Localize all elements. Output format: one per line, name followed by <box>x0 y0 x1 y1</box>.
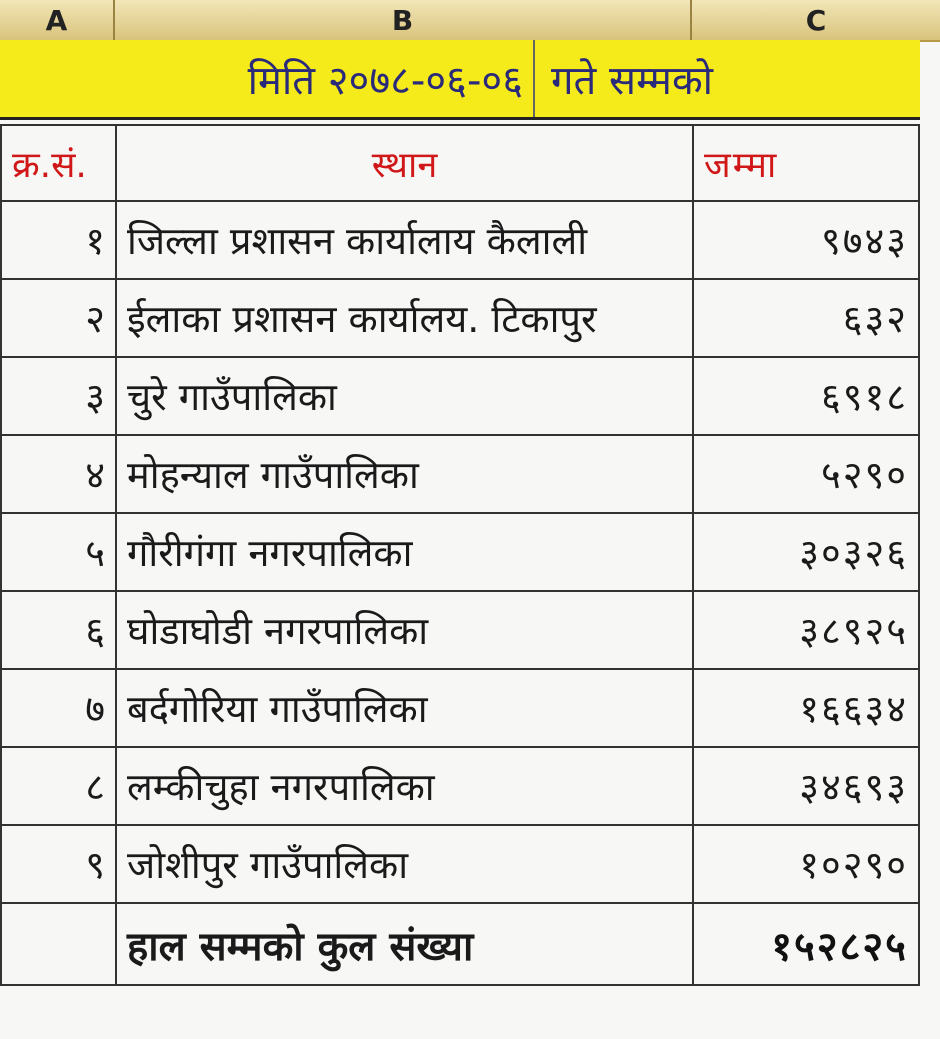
place-cell[interactable]: मोहन्याल गाउँपालिका <box>116 435 693 513</box>
serial-cell[interactable]: १ <box>1 201 116 279</box>
total-cell[interactable]: ९७४३ <box>693 201 919 279</box>
header-total-cell[interactable]: जम्मा <box>693 125 919 201</box>
place-cell[interactable]: बर्दगोरिया गाउँपालिका <box>116 669 693 747</box>
table-row <box>1 435 919 513</box>
place-cell[interactable]: ईलाका प्रशासन कार्यालय. टिकापुर <box>116 279 693 357</box>
grand-total-label-cell[interactable]: हाल सम्मको कुल संख्या <box>116 903 693 985</box>
table-header-row <box>1 125 919 201</box>
total-cell[interactable]: ३८९२५ <box>693 591 919 669</box>
header-serial-cell[interactable]: क्र.सं. <box>1 125 116 201</box>
grand-total-value-cell[interactable]: १५२८२५ <box>693 903 919 985</box>
table-row <box>1 669 919 747</box>
grand-total-row <box>1 903 919 985</box>
table-row <box>1 747 919 825</box>
place-cell[interactable]: जोशीपुर गाउँपालिका <box>116 825 693 903</box>
serial-cell[interactable]: ३ <box>1 357 116 435</box>
table-row <box>1 513 919 591</box>
serial-cell[interactable]: ९ <box>1 825 116 903</box>
serial-cell[interactable]: ७ <box>1 669 116 747</box>
place-cell[interactable]: घोडाघोडी नगरपालिका <box>116 591 693 669</box>
title-date-cell[interactable]: मिति २०७८-०६-०६ <box>0 40 535 117</box>
column-header-a[interactable]: A <box>0 0 115 40</box>
place-cell[interactable]: चुरे गाउँपालिका <box>116 357 693 435</box>
total-cell[interactable]: १०२९० <box>693 825 919 903</box>
total-cell[interactable]: १६६३४ <box>693 669 919 747</box>
place-cell[interactable]: गौरीगंगा नगरपालिका <box>116 513 693 591</box>
place-cell[interactable]: लम्कीचुहा नगरपालिका <box>116 747 693 825</box>
column-header-b[interactable]: B <box>115 0 692 40</box>
column-header-c[interactable]: C <box>692 0 940 40</box>
column-header-bar <box>0 0 940 42</box>
header-place-cell[interactable]: स्थान <box>116 125 693 201</box>
table-row <box>1 825 919 903</box>
total-cell[interactable]: ५२९० <box>693 435 919 513</box>
serial-cell[interactable]: ६ <box>1 591 116 669</box>
total-cell[interactable]: ३०३२६ <box>693 513 919 591</box>
serial-cell[interactable]: २ <box>1 279 116 357</box>
data-table <box>0 124 920 986</box>
serial-cell[interactable]: ५ <box>1 513 116 591</box>
table-row <box>1 591 919 669</box>
serial-cell[interactable]: ४ <box>1 435 116 513</box>
table-row <box>1 201 919 279</box>
serial-cell[interactable]: ८ <box>1 747 116 825</box>
place-cell[interactable]: जिल्ला प्रशासन कार्यालाय कैलाली <box>116 201 693 279</box>
table-row <box>1 357 919 435</box>
total-cell[interactable]: ३४६९३ <box>693 747 919 825</box>
total-serial-cell[interactable] <box>1 903 116 985</box>
total-cell[interactable]: ६३२ <box>693 279 919 357</box>
table-row <box>1 279 919 357</box>
title-row <box>0 40 920 120</box>
total-cell[interactable]: ६९१८ <box>693 357 919 435</box>
title-suffix-cell[interactable]: गते सम्मको <box>551 58 714 104</box>
